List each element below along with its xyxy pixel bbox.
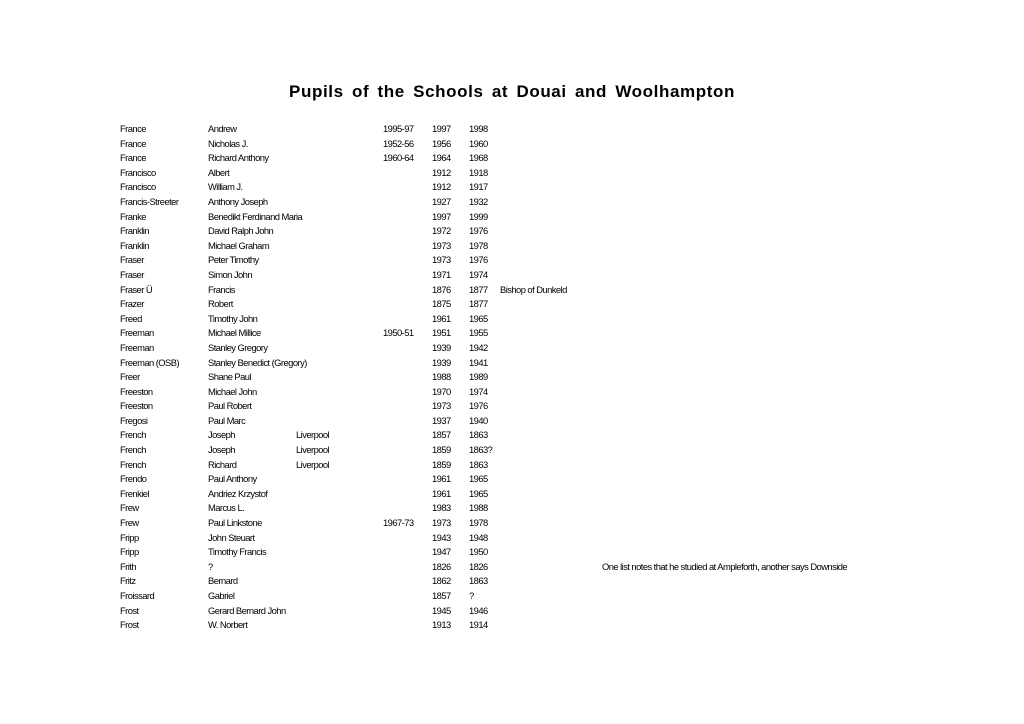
pupil-entry-year: 1857: [432, 590, 451, 601]
pupil-given-names: Bernard: [208, 575, 238, 587]
pupil-entry-year: 1988: [432, 371, 451, 383]
pupil-entry-year: 1875: [432, 298, 451, 310]
list-item: [0, 341, 1024, 356]
pupil-leaving-year: 1863: [469, 458, 488, 470]
pupil-given-names: Timothy Francis: [208, 546, 267, 558]
list-item: [0, 151, 1024, 166]
list-item: [0, 385, 1024, 400]
pupil-given-names: Paul Anthony: [208, 473, 257, 485]
pupil-surname: Freer: [120, 371, 140, 383]
pupil-surname: Freeston: [120, 400, 153, 412]
pupil-entry-year: 1859: [432, 458, 451, 470]
pupil-given-names: Paul Marc: [208, 414, 246, 426]
pupil-given-names: John Steuart: [208, 531, 255, 543]
list-item: [0, 472, 1024, 487]
list-item: [0, 443, 1024, 458]
list-item: [0, 414, 1024, 429]
pupil-leaving-year: 1989: [469, 371, 488, 383]
pupil-entry-year: 1947: [432, 546, 451, 558]
pupil-place: Liverpool: [296, 458, 330, 470]
pupil-leaving-year: 1950: [469, 546, 488, 558]
pupil-entry-year: 1945: [432, 604, 451, 616]
pupil-given-names: Peter Timothy: [208, 254, 259, 266]
pupil-entry-year: 1859: [432, 444, 451, 456]
pupil-leaving-year: 1941: [469, 356, 488, 368]
pupil-leaving-year: 1932: [469, 195, 488, 207]
pupil-surname: Francisco: [120, 166, 156, 178]
pupil-leaving-year: 1946: [469, 604, 488, 616]
pupil-entry-year: 1951: [432, 327, 451, 339]
list-item: [0, 574, 1024, 589]
list-item: [0, 297, 1024, 312]
pupil-given-names: Andrew: [208, 123, 237, 134]
pupil-list: [0, 122, 1024, 633]
pupil-surname: Fregosi: [120, 414, 148, 426]
pupil-surname: Francisco: [120, 181, 156, 193]
pupil-entry-year: 1997: [432, 210, 451, 222]
pupil-surname: France: [120, 152, 146, 164]
pupil-entry-year: 1970: [432, 385, 451, 397]
pupil-given-names: Joseph: [208, 444, 235, 456]
pupil-leaving-year: 1917: [469, 181, 488, 193]
pupil-surname: Frost: [120, 604, 139, 616]
pupil-surname: Fraser: [120, 254, 144, 266]
pupil-surname: France: [120, 123, 146, 134]
list-item: [0, 560, 1024, 575]
pupil-leaving-year: 1948: [469, 531, 488, 543]
pupil-surname: Fraser: [120, 268, 144, 280]
pupil-prep-years: 1967-73: [383, 517, 414, 529]
pupil-entry-year: 1973: [432, 254, 451, 266]
pupil-leaving-year: 1974: [469, 268, 488, 280]
pupil-given-names: Joseph: [208, 429, 235, 441]
pupil-given-names: Richard Anthony: [208, 152, 269, 164]
pupil-given-names: Michael John: [208, 385, 257, 397]
pupil-leaving-year: 1978: [469, 517, 488, 529]
pupil-leaving-year: 1976: [469, 400, 488, 412]
pupil-surname: Frew: [120, 517, 139, 529]
pupil-given-names: Michael Millice: [208, 327, 261, 339]
pupil-entry-year: 1983: [432, 502, 451, 514]
list-item: [0, 589, 1024, 604]
list-item: [0, 531, 1024, 546]
list-item: [0, 428, 1024, 443]
pupil-entry-year: 1973: [432, 400, 451, 412]
pupil-leaving-year: 1863?: [469, 444, 493, 456]
list-item: [0, 283, 1024, 298]
pupil-leaving-year: 1965: [469, 312, 488, 324]
list-item: [0, 501, 1024, 516]
list-item: [0, 516, 1024, 531]
pupil-leaving-year: 1955: [469, 327, 488, 339]
pupil-given-names: Stanley Gregory: [208, 341, 268, 353]
pupil-leaving-year: 1968: [469, 152, 488, 164]
pupil-entry-year: 1913: [432, 619, 451, 631]
pupil-given-names: Timothy John: [208, 312, 258, 324]
list-item: [0, 326, 1024, 341]
pupil-given-names: Nicholas J.: [208, 137, 248, 149]
pupil-given-names: Gerard Bernard John: [208, 604, 286, 616]
list-item: [0, 356, 1024, 371]
list-item: [0, 253, 1024, 268]
pupil-given-names: Paul Linkstone: [208, 517, 262, 529]
list-item: [0, 224, 1024, 239]
pupil-entry-year: 1939: [432, 356, 451, 368]
pupil-entry-year: 1956: [432, 137, 451, 149]
pupil-given-names: David Ralph John: [208, 225, 274, 237]
pupil-leaving-year: 1914: [469, 619, 488, 631]
pupil-given-names: Stanley Benedict (Gregory): [208, 356, 307, 368]
pupil-surname: France: [120, 137, 146, 149]
list-item: [0, 180, 1024, 195]
list-item: [0, 122, 1024, 137]
pupil-entry-year: 1971: [432, 268, 451, 280]
pupil-surname: Frost: [120, 619, 139, 631]
pupil-leaving-year: 1863: [469, 429, 488, 441]
pupil-surname: French: [120, 458, 146, 470]
pupil-leaving-year: 1826: [469, 560, 488, 572]
list-item: [0, 487, 1024, 502]
pupil-entry-year: 1927: [432, 195, 451, 207]
pupil-leaving-year: 1918: [469, 166, 488, 178]
list-item: [0, 618, 1024, 633]
pupil-entry-year: 1961: [432, 487, 451, 499]
pupil-given-names: William J.: [208, 181, 243, 193]
pupil-given-names: Francis: [208, 283, 235, 295]
pupil-entry-year: 1939: [432, 341, 451, 353]
pupil-leaving-year: 1965: [469, 487, 488, 499]
pupil-surname: Freed: [120, 312, 142, 324]
pupil-given-names: Simon John: [208, 268, 253, 280]
pupil-entry-year: 1964: [432, 152, 451, 164]
pupil-surname: Frazer: [120, 298, 144, 310]
pupil-role: Bishop of Dunkeld: [500, 283, 567, 295]
pupil-leaving-year: 1877: [469, 283, 488, 295]
list-item: [0, 312, 1024, 327]
list-item: [0, 239, 1024, 254]
pupil-surname: Froissard: [120, 590, 155, 601]
pupil-surname: Fripp: [120, 531, 139, 543]
pupil-entry-year: 1862: [432, 575, 451, 587]
pupil-leaving-year: 1863: [469, 575, 488, 587]
list-item: [0, 370, 1024, 385]
pupil-surname: French: [120, 429, 146, 441]
pupil-given-names: Michael Graham: [208, 239, 270, 251]
pupil-given-names: Albert: [208, 166, 230, 178]
pupil-surname: Fripp: [120, 546, 139, 558]
pupil-prep-years: 1950-51: [383, 327, 414, 339]
pupil-given-names: Gabriel: [208, 590, 235, 601]
list-item: [0, 545, 1024, 560]
list-item: [0, 458, 1024, 473]
list-item: [0, 137, 1024, 152]
list-item: [0, 604, 1024, 619]
pupil-entry-year: 1961: [432, 312, 451, 324]
pupil-entry-year: 1876: [432, 283, 451, 295]
pupil-leaving-year: 1976: [469, 225, 488, 237]
pupil-entry-year: 1973: [432, 239, 451, 251]
pupil-leaving-year: 1976: [469, 254, 488, 266]
pupil-entry-year: 1826: [432, 560, 451, 572]
pupil-surname: Freeman: [120, 327, 154, 339]
pupil-surname: Frew: [120, 502, 139, 514]
pupil-given-names: Shane Paul: [208, 371, 251, 383]
pupil-leaving-year: 1940: [469, 414, 488, 426]
pupil-given-names: Benedikt Ferdinand Maria: [208, 210, 303, 222]
pupil-given-names: Paul Robert: [208, 400, 252, 412]
pupil-entry-year: 1972: [432, 225, 451, 237]
pupil-surname: Franklin: [120, 239, 149, 251]
pupil-surname: Franke: [120, 210, 146, 222]
pupil-place: Liverpool: [296, 429, 330, 441]
pupil-leaving-year: 1877: [469, 298, 488, 310]
pupil-surname: Fritz: [120, 575, 136, 587]
pupil-entry-year: 1943: [432, 531, 451, 543]
pupil-leaving-year: 1960: [469, 137, 488, 149]
list-item: [0, 268, 1024, 283]
page-title: Pupils of the Schools at Douai and Woolhampton: [289, 82, 735, 101]
pupil-entry-year: 1973: [432, 517, 451, 529]
pupil-leaving-year: 1942: [469, 341, 488, 353]
pupil-surname: Freeston: [120, 385, 153, 397]
pupil-surname: Frendo: [120, 473, 147, 485]
list-item: [0, 399, 1024, 414]
pupil-surname: French: [120, 444, 146, 456]
pupil-given-names: W. Norbert: [208, 619, 248, 631]
pupil-surname: Frith: [120, 560, 137, 572]
pupil-given-names: Anthony Joseph: [208, 195, 268, 207]
pupil-leaving-year: 1978: [469, 239, 488, 251]
pupil-leaving-year: 1974: [469, 385, 488, 397]
pupil-note: One list notes that he studied at Ampleforth, another says Downside: [602, 560, 848, 572]
pupil-entry-year: 1912: [432, 166, 451, 178]
pupil-surname: Frenkiel: [120, 487, 149, 499]
pupil-surname: Francis-Streeter: [120, 195, 179, 207]
pupil-given-names: Marcus L.: [208, 502, 245, 514]
pupil-entry-year: 1857: [432, 429, 451, 441]
pupil-entry-year: 1961: [432, 473, 451, 485]
pupil-entry-year: 1937: [432, 414, 451, 426]
pupil-surname: Freeman (OSB): [120, 356, 180, 368]
pupil-prep-years: 1995-97: [383, 123, 414, 134]
list-item: [0, 210, 1024, 225]
pupil-leaving-year: 1965: [469, 473, 488, 485]
pupil-prep-years: 1960-64: [383, 152, 414, 164]
pupil-given-names: Richard: [208, 458, 237, 470]
pupil-prep-years: 1952-56: [383, 137, 414, 149]
pupil-surname: Freeman: [120, 341, 154, 353]
pupil-entry-year: 1997: [432, 123, 451, 134]
pupil-given-names: ?: [208, 560, 213, 572]
pupil-surname: Fraser Ü: [120, 283, 153, 295]
pupil-leaving-year: 1998: [469, 123, 488, 134]
pupil-leaving-year: 1999: [469, 210, 488, 222]
pupil-given-names: Robert: [208, 298, 233, 310]
pupil-surname: Franklin: [120, 225, 149, 237]
list-item: [0, 195, 1024, 210]
pupil-leaving-year: 1988: [469, 502, 488, 514]
list-item: [0, 166, 1024, 181]
pupil-place: Liverpool: [296, 444, 330, 456]
pupil-leaving-year: ?: [469, 590, 474, 601]
pupil-entry-year: 1912: [432, 181, 451, 193]
pupil-given-names: Andriez Krzystof: [208, 487, 268, 499]
